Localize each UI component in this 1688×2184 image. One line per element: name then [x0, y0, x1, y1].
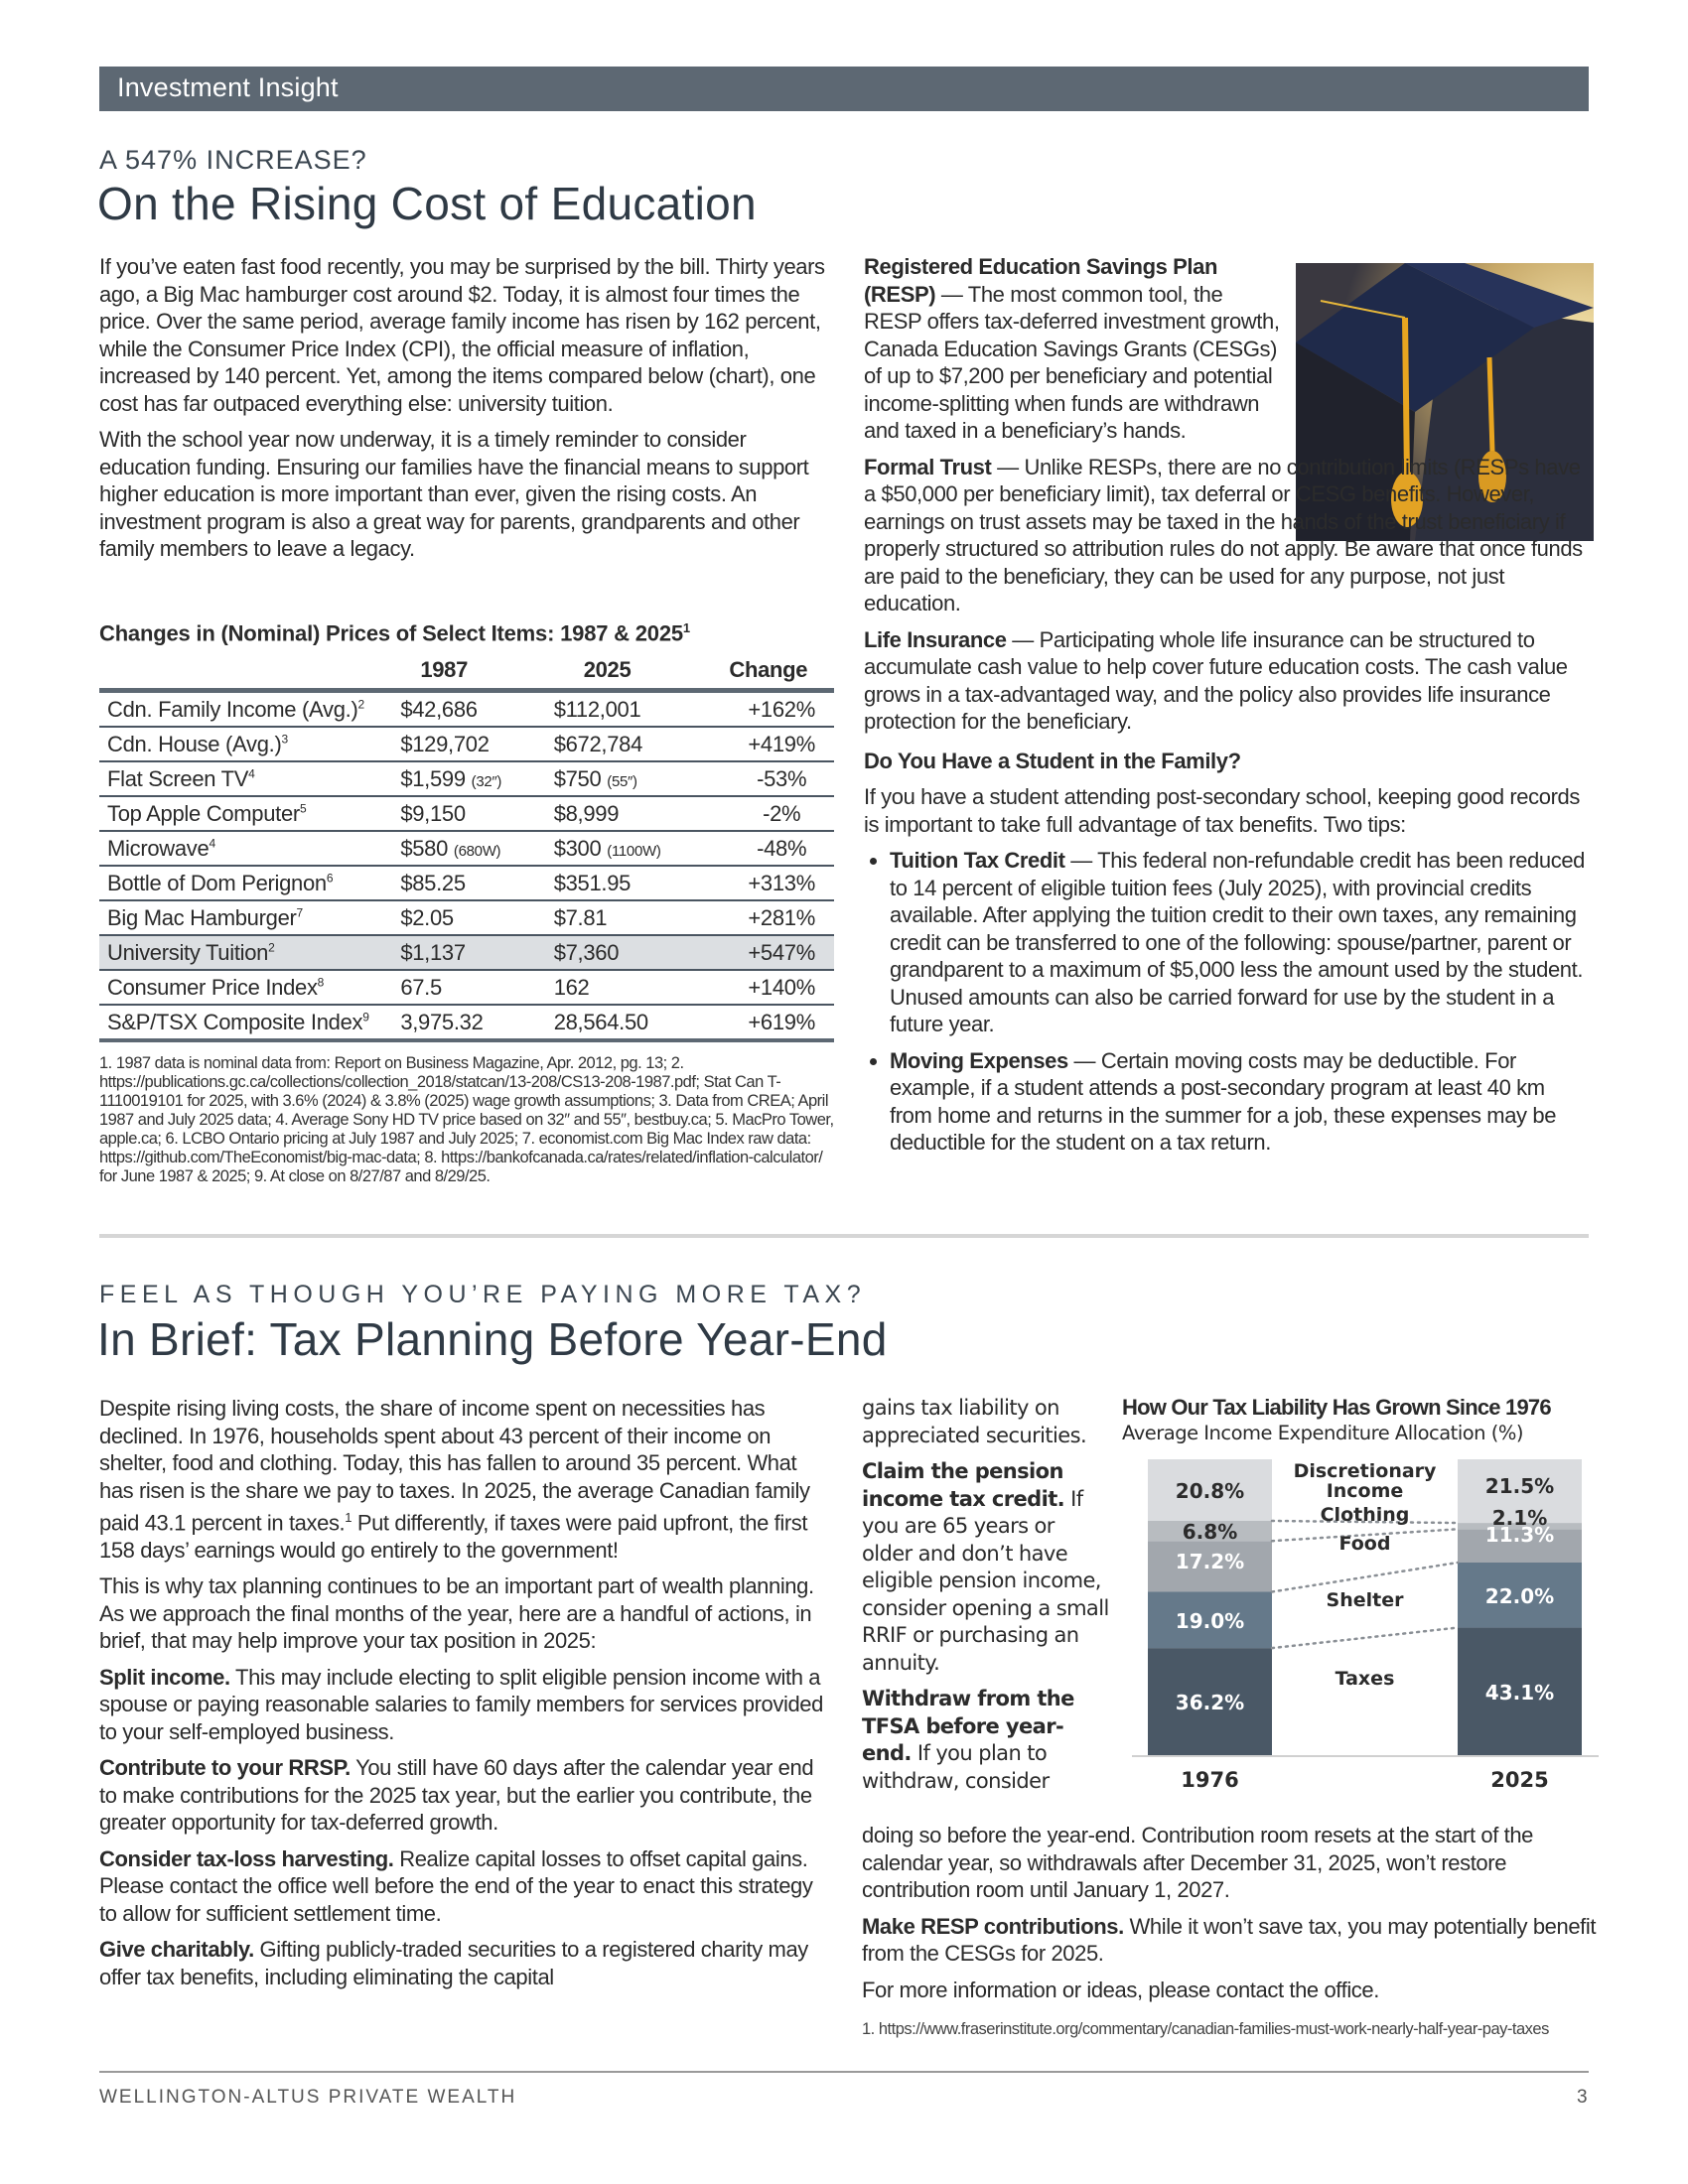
- cell-2025: $112,001: [554, 691, 730, 728]
- legend-label: Taxes: [1335, 1668, 1395, 1690]
- article1-paragraph: If you’ve eaten fast food recently, you may be surprised by the bill. Thirty years ago, a Big Mac hamburger cost around $2. Today, it is almost four times the price. Over the same period, average family income has risen by 162 percent, while the Consumer Price Index (CPI), the official measure of inflation, increased by 140 percent. Yet, among the items compared below (chart), one cost has far outpaced everything else: university tuition.: [99, 254, 825, 416]
- table-row: [99, 935, 834, 970]
- chart-subtitle: Average Income Expenditure Allocation (%): [1122, 1422, 1523, 1444]
- tip-split-income: Split income. This may include electing to split eligible pension income with a spouse or paying reasonable salaries to family members for services provided to your self-employed business.: [99, 1664, 823, 1744]
- legend-label: Shelter: [1326, 1589, 1404, 1611]
- tip-tfsa-continued: doing so before the year-end. Contribution room resets at the start of the calendar year, so withdrawals after December 31, 2025, won’t restore contribution room until January 1, 2027.: [862, 1823, 1534, 1902]
- cell-item: Flat Screen $TV^4$: [99, 761, 400, 796]
- connector-line: [1272, 1563, 1458, 1592]
- column-header-1987: 1987: [400, 652, 553, 691]
- trust-paragraph: Formal Trust — Unlike RESPs, there are no contribution limits (RESPs have a $50,000 per beneficiary limit), tax deferral or CESG benefits. However, earnings on trust assets may be taxed in the hands of the trust beneficiary if properly structured so attribution rules do not apply. Be aware that once funds are paid to the beneficiary, they can be used for any purpose, not just education.: [864, 454, 1583, 615]
- cell-1987: $1,137: [400, 935, 553, 970]
- cell-change: +619%: [729, 1005, 834, 1040]
- legend-label: Discretionary: [1293, 1460, 1437, 1482]
- data-label: 20.8%: [1175, 1478, 1245, 1503]
- table-row: [99, 970, 834, 1005]
- cell-item: Microwave$^4$: [99, 831, 400, 866]
- data-label: 17.2%: [1175, 1549, 1245, 1573]
- category-label-1976: 1976: [1181, 1768, 1239, 1792]
- cell-1987: $580 (680W): [400, 831, 553, 866]
- cell-2025: $351.95: [554, 866, 730, 900]
- table-row: [99, 831, 834, 866]
- cell-2025: $7.81: [554, 900, 730, 935]
- cell-item: University Tuition$^2$: [99, 935, 400, 970]
- cell-change: +547%: [729, 935, 834, 970]
- legend-label: Food: [1338, 1533, 1391, 1555]
- prices-table-title: Changes in (Nominal) Prices of Select Items: 1987 & 2025$^1$: [99, 620, 690, 646]
- cell-change: +419%: [729, 727, 834, 761]
- footer-divider: [99, 2071, 1589, 2073]
- article2-intro: Despite rising living costs, the share of income spent on necessities has declined. In 1976, households spent about 43 percent of their income on shelter, food and clothing. Today, this has fallen to around 35 percent. What has risen is the share we pay to taxes. In 2025, the average Canadian family paid 43.1 percent in taxes.$^1$ Put differently, if taxes were paid upfront, the first 158 days’ earnings would go entirely to the government!: [99, 1396, 810, 1563]
- contact-line: For more information or ideas, please contact the office.: [862, 1977, 1379, 2002]
- article2-reference: 1. https://www.fraserinstitute.org/commentary/canadian-families-must-work-nearly-half-year-pay-taxes: [862, 2020, 1549, 2038]
- tip-charity-continued: gains tax liability on appreciated securities.: [862, 1396, 1087, 1447]
- resp-paragraph: Registered Education Savings Plan (RESP) — The most common tool, the RESP offers tax-deferred investment growth, Canada Education Savings Grants (CESGs) of up to $7,200 per beneficiary and potential income-splitting when funds are withdrawn and taxed in a beneficiary’s hands.: [864, 254, 1280, 443]
- article1-right-column: [864, 253, 1589, 1157]
- footer-brand: WELLINGTON-ALTUS PRIVATE WEALTH: [99, 2087, 517, 2108]
- category-label-2025: 2025: [1490, 1768, 1549, 1792]
- trust-title: Formal Trust: [864, 454, 992, 479]
- data-label: 43.1%: [1484, 1680, 1555, 1705]
- column-header-2025: 2025: [554, 652, 730, 691]
- cell-change: -53%: [729, 761, 834, 796]
- data-label: 22.0%: [1484, 1583, 1555, 1608]
- table-row: [99, 1005, 834, 1040]
- cell-2025: $750 (55″): [554, 761, 730, 796]
- cell-change: +140%: [729, 970, 834, 1005]
- cell-change: -48%: [729, 831, 834, 866]
- cell-item: Cdn. Family Income $(Avg.)^2$: [99, 691, 400, 728]
- article2-intro: This is why tax planning continues to be an important part of wealth planning. As we approach the final months of the year, here are a handful of actions, in brief, that may help improve your tax position in 2025:: [99, 1573, 814, 1654]
- cell-1987: $9,150: [400, 796, 553, 831]
- cell-change: +162%: [729, 691, 834, 728]
- article1-left-column: [99, 253, 834, 572]
- data-label: 11.3%: [1484, 1523, 1555, 1548]
- tip-tax-loss: Consider tax-loss harvesting. Realize capital losses to offset capital gains. Please contact the office well before the end of the year to enact this strategy to allow for sufficient settlement time.: [99, 1845, 813, 1926]
- cell-change: +281%: [729, 900, 834, 935]
- data-label: 19.0%: [1175, 1608, 1245, 1633]
- column-header-item: [99, 652, 400, 691]
- banner-label: Investment Insight: [117, 72, 339, 102]
- article2-left-column: [99, 1395, 834, 1999]
- column-header-change: Change: [729, 652, 834, 691]
- table-row: [99, 727, 834, 761]
- connector-line: [1272, 1628, 1458, 1649]
- cell-1987: 67.5: [400, 970, 553, 1005]
- tip-rrsp: Contribute to your RRSP. You still have 60 days after the calendar year end to make contributions for the 2025 tax year, but the earlier you contribute, the greater opportunity for tax-deferred growth.: [99, 1755, 814, 1836]
- cell-1987: $42,686: [400, 691, 553, 728]
- article2-right-column: [862, 1822, 1597, 2005]
- cell-1987: $1,599 (32″): [400, 761, 553, 796]
- chart-title: How Our Tax Liability Has Grown Since 1976: [1122, 1395, 1551, 1420]
- cell-1987: $2.05: [400, 900, 553, 935]
- article2-title: In Brief: Tax Planning Before Year-End: [97, 1313, 888, 1365]
- table-row: [99, 796, 834, 831]
- table-row: [99, 900, 834, 935]
- cell-item: Big Mac Hamburger$^7$: [99, 900, 400, 935]
- student-heading: Do You Have a Student in the Family?: [864, 748, 1241, 773]
- tip-pension: Claim the pension income tax credit. If you are 65 years or older and don’t have eligible pension income, consider opening a small RRIF or purchasing an annuity.: [862, 1459, 1109, 1675]
- tax-liability-chart: [1132, 1459, 1599, 1797]
- prices-table: [99, 652, 834, 1042]
- data-label: 6.8%: [1182, 1519, 1238, 1544]
- resp-title: Registered Education Savings Plan (RESP): [864, 254, 1218, 307]
- tip-tfsa: Withdraw from the TFSA before year-end. If you plan to withdraw, consider: [862, 1687, 1074, 1793]
- life-insurance-paragraph: Life Insurance — Participating whole life insurance can be structured to accumulate cash value to help cover future education costs. The cash value grows in a tax-advantaged way, and the policy also provides life insurance protection for the beneficiary.: [864, 626, 1568, 734]
- table-header-row: [99, 652, 834, 691]
- article1-title: On the Rising Cost of Education: [97, 178, 757, 229]
- cell-item: Consumer Price Index$^8$: [99, 970, 400, 1005]
- tip-resp: Make RESP contributions. While it won’t save tax, you may potentially benefit from the CESGs for 2025.: [862, 1913, 1597, 1966]
- cell-item: S&P/TSX Composite Index$^9$: [99, 1005, 400, 1040]
- student-intro: If you have a student attending post-secondary school, keeping good records is important to take full advantage of tax benefits. Two tips:: [864, 784, 1580, 837]
- data-label: 21.5%: [1484, 1474, 1555, 1499]
- cell-1987: 3,975.32: [400, 1005, 553, 1040]
- list-item: • Tuition Tax Credit — This federal non-refundable credit has been reduced to 14 percent of eligible tuition fees (July 2025), with provincial credits available. After applying the tuition credit to their own taxes, any remaining credit can be transferred to one of the following: spouse/partner, parent or grandparent to a maximum of $5,000 less the amount used by the student. Unused amounts can also be carried forward for use by the student in a future year.: [890, 847, 1589, 1038]
- cell-1987: $129,702: [400, 727, 553, 761]
- table-row: [99, 866, 834, 900]
- cell-2025: $8,999: [554, 796, 730, 831]
- student-tips-list: [864, 847, 1589, 1157]
- data-label: 2.1%: [1491, 1506, 1548, 1531]
- article1-kicker: A 547% INCREASE?: [99, 145, 367, 175]
- cell-item: Top Apple Computer$^5$: [99, 796, 400, 831]
- table-row: [99, 691, 834, 728]
- table-row: [99, 761, 834, 796]
- article2-middle-column: [862, 1395, 1110, 1804]
- cell-1987: $85.25: [400, 866, 553, 900]
- tip-charity: Give charitably. Gifting publicly-traded securities to a registered charity may offer tax benefits, including eliminating the capital: [99, 1937, 808, 1989]
- data-label: 36.2%: [1175, 1691, 1245, 1715]
- cell-2025: $7,360: [554, 935, 730, 970]
- article1-paragraph: With the school year now underway, it is a timely reminder to consider education funding. Ensuring our families have the financial means to support higher education is more important than ever, given the rising costs. An investment program is also a great way for parents, grandparents and other family members to leave a legacy.: [99, 427, 809, 561]
- cell-item: Cdn. House $(Avg.)^3$: [99, 727, 400, 761]
- page-number: 3: [1577, 2087, 1588, 2108]
- article2-kicker: FEEL AS THOUGH YOU’RE PAYING MORE TAX?: [99, 1281, 867, 1308]
- cell-2025: $300 (1100W): [554, 831, 730, 866]
- legend-label: Clothing: [1320, 1504, 1410, 1526]
- section-banner: [99, 67, 1589, 111]
- cell-2025: 162: [554, 970, 730, 1005]
- cell-change: -2%: [729, 796, 834, 831]
- list-item: • Moving Expenses — Certain moving costs may be deductible. For example, if a student attends a post-secondary program at least 40 km from home and returns in the summer for a job, these expenses may be deductible for the student on a tax return.: [890, 1047, 1589, 1157]
- cell-2025: $672,784: [554, 727, 730, 761]
- table-footnotes: 1. 1987 data is nominal data from: Report on Business Magazine, Apr. 2012, pg. 13; 2. https://publications.gc.ca/collections/collection_2018/statcan/13-208/CS13-208-1987.pdf; Stat Can T-1110019101 for 2025, with 3.6% (2024) & 3.8% (2025) wage growth assumptions; 3. Data from CREA; April 1987 and July 2025 data; 4. Average Sony HD TV price based on 32″ and 55″, bestbuy.ca; 5. MacPro Tower, apple.ca; 6. LCBO Ontario pricing at July 1987 and July 2025; 7. economist.com Big Mac Index raw data: https://github.com/TheEconomist/big-mac-data; 8. https://bankofcanada.ca/rates/related/inflation-calculator/ for June 1987 & 2025; 9. At close on 8/27/87 and 8/29/25.: [99, 1054, 834, 1185]
- cell-item: Bottle of Dom Perignon$^6$: [99, 866, 400, 900]
- legend-label: Income: [1326, 1480, 1404, 1502]
- cell-change: +313%: [729, 866, 834, 900]
- cell-2025: 28,564.50: [554, 1005, 730, 1040]
- section-divider: [99, 1234, 1589, 1238]
- life-insurance-title: Life Insurance: [864, 626, 1007, 652]
